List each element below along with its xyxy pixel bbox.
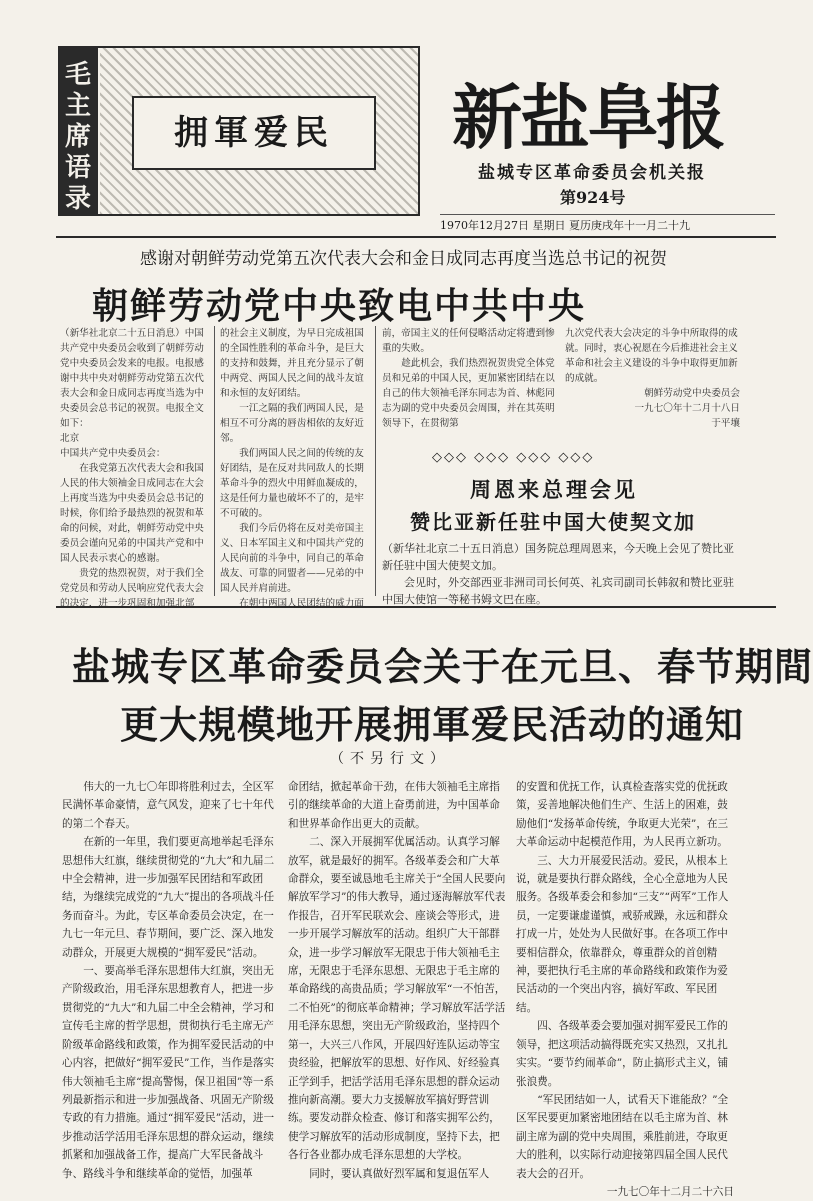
paragraph: 四、各级革委会要加强对拥军爱民工作的领导，把这项活动搞得既充实又热烈，又扎扎实实。“要节约闹革命”，防止搞形式主义，铺张浪费。 <box>516 1020 729 1088</box>
paragraph: 的安置和优抚工作，认真检查落实党的优抚政策，妥善地解决他们生产、生活上的困难，鼓励他们“发扬革命传统，争取更大光荣”，在三大革命运动中起模范作用，为人民再立新功。 <box>516 781 729 849</box>
paragraph: （新华社北京二十五日消息）国务院总理周恩来，今天晚上会见了赞比亚新任驻中国大使契文加。 <box>382 542 734 572</box>
notice-note: （不另行文） <box>330 751 450 767</box>
paragraph: （新华社北京二十五日消息）中国共产党中央委员会收到了朝鲜劳动党中央委员会发来的电报。电报感谢中共中央对朝鲜劳动党第五次代表大会和金日成同志再度当选为中央委员会总书记的祝贺。电报全文如下： <box>60 328 204 429</box>
issue-number: 第924号 <box>560 188 626 207</box>
paragraph: 前，帝国主义的任何侵略活动定将遭到惨重的失败。 <box>382 328 555 354</box>
lead-column-2 <box>220 326 370 609</box>
paragraph: 在朝中两国人民团结的威力面 <box>239 598 364 609</box>
section-ornament: ◇◇◇ ◇◇◇ ◇◇◇ ◇◇◇ <box>432 450 595 465</box>
notice-headline-2: 更大規模地开展拥軍爱民活动的通知 <box>120 702 745 747</box>
paragraph: 同时，要认真做好烈军属和复退伍军人 <box>309 1167 490 1180</box>
lead-column-1 <box>60 326 210 609</box>
notice-headline-1: 盐城专区革命委员会关于在元旦、春节期間 <box>72 644 813 689</box>
paragraph: “军民团结如一人，试看天下谁能敌？”全区军民要更加紧密地团结在以毛主席为首、林副主席为副的党中央周围，乘胜前进，夺取更大的胜利，以实际行动迎接第四届全国人民代表大会的召开。 <box>516 1093 729 1180</box>
paragraph: 一、要高举毛泽东思想伟大红旗，突出无产阶级政治，用毛泽东思想教育人，把进一步贯彻党的“九大”和九届二中全会精神，学习和宣传毛主席的哲学思想，贯彻执行毛主席无产阶级革命路线和政策，作为拥军爱民活动的中心内容，把做好“拥军爱民”工作，当作是落实伟大领袖毛主席“提高警惕，保卫祖国”等一系列最新指示和进一步加强战备、巩固无产阶级专政的有力措施。通过“拥军爱民”活动，进一步推动活学活用毛泽东思想的群众运动，继续抓紧和加强战备工作，提高广大军民备战斗争、路线斗争和继续革命的觉悟，加强革 <box>62 965 275 1180</box>
notice-column-1 <box>62 778 282 1180</box>
column-rule <box>375 326 376 596</box>
paragraph: 三、大力开展爱民活动。爱民，从根本上说，就是要执行群众路线，全心全意地为人民服务。各级革委会和参加“三支”“两军”工作人员，一定要谦虚谨慎，戒骄戒躁，永远和群众打成一片，处处为人民做好事。在各项工作中要相信群众，依靠群众，尊重群众的首创精神，要把执行毛主席的革命路线和政策作为爱民活动的一个突出内容，搞好军政、军民团结。 <box>516 854 729 1014</box>
paragraph: 的社会主义制度，为早日完成祖国的全国性胜利的革命斗争，是巨大的支持和鼓舞，并且充分显示了朝中两党、两国人民之间的战斗友谊和永恒的友好团结。 <box>220 328 364 399</box>
lead-kicker: 感谢对朝鲜劳动党第五次代表大会和金日成同志再度当选总书记的祝贺 <box>140 249 667 269</box>
notice-date: 一九七〇年十二月二十六日 <box>606 1185 734 1198</box>
notice-column-3 <box>516 778 734 1198</box>
notice-column-2 <box>288 778 510 1180</box>
paragraph: 在新的一年里，我们要更高地举起毛泽东思想伟大红旗，继续贯彻党的“九大”和九届二中全会精神，进一步加强军民团结和军政团结，为继续完成党的“九大”提出的各项战斗任务而奋斗。为此，专区革命委员会决定，在一九七一年元旦、春节期间，要广泛、深入地发动群众，开展更大规模的“拥军爱民”活动。 <box>62 836 275 959</box>
zhou-body <box>382 540 742 606</box>
paragraph: 在我党第五次代表大会和我国人民的伟大领袖金日成同志在大会上再度当选为中央委员会总书记的时候，你们给予最热烈的祝贺和革命的问候，对此，朝鲜劳动党中央委员会谨向兄弟的中国共产党和中国人民表示衷心的感谢。 <box>60 463 204 564</box>
lead-column-3 <box>382 326 557 431</box>
paragraph: 趁此机会，我们热烈祝贺贵党全体党员和兄弟的中国人民，更加紧密团结在以自己的伟大领袖毛泽东同志为首、林彪同志为副的党中央委员会周围，并在其英明领导下，在贯彻第 <box>382 358 555 429</box>
paragraph: 会见时，外交部西亚非洲司司长何英、礼宾司副司长韩叙和赞比亚驻中国大使馆一等秘书姆文巴在座。 <box>382 576 734 606</box>
slogan-box: 拥軍爱民 <box>132 96 376 170</box>
paragraph: 北京 <box>60 433 80 444</box>
paragraph: 一江之隔的我们两国人民，是相互不可分离的唇齿相依的友好近邻。 <box>220 403 364 444</box>
paragraph: 命团结，掀起革命干劲，在伟大领袖毛主席指引的继续革命的大道上奋勇前进，为中国革命和世界革命作出更大的贡献。 <box>288 781 500 830</box>
paragraph: 我们今后仍将在反对美帝国主义、日本军国主义和中国共产党的人民向前的斗争中，同自己的革命战友、可靠的同盟者——兄弟的中国人民并肩前进。 <box>220 523 364 594</box>
paragraph: 伟大的一九七〇年即将胜利过去，全区军民满怀革命豪情，意气风发，迎来了七十年代的第二个春天。 <box>62 781 274 830</box>
column-rule <box>214 326 215 596</box>
signature-org: 朝鲜劳动党中央委员会 <box>644 388 740 399</box>
newspaper-subtitle: 盐城专区革命委员会机关报 <box>478 163 706 183</box>
paragraph: 贵党的热烈祝贺，对于我们全党党员和劳动人民响应党代表大会的决定，进一步巩固和加强北部 <box>60 568 204 609</box>
lead-column-4 <box>565 326 740 431</box>
paragraph: 二、深入开展拥军优属活动。认真学习解放军，就是最好的拥军。各级革委会和广大革命群众，要至诚恳地毛主席关于“全国人民要向解放军学习”的伟大教导，通过逐海解放军代表作报告，召开军民联欢会、座谈会等形式，进一步开展学习解放军的活动。组织广大干部群众，进一步学习解放军无限忠于伟大领袖毛主席，无限忠于毛泽东思想、无限忠于毛主席的革命路线的高贵品质；学习解放军“一不怕苦，二不怕死”的彻底革命精神；学习解放军活学活用毛泽东思想，突出无产阶级政治，坚持四个第一，大兴三八作风，开展四好连队运动等宝贵经验，把解放军的思想、好作风、好经验真正学到手，把活学活用毛泽东思想的群众运动推向新高潮。要大力支援解放军搞好野营训练。要发动群众检查、修订和落实拥军公约，使学习解放军的活动形成制度，坚持下去，把各行各业都办成毛泽东思想的大学校。 <box>288 836 506 1162</box>
zhou-headline-2: 赞比亚新任驻中国大使契文加 <box>410 510 696 534</box>
paragraph: 我们两国人民之间的传统的友好团结，是在反对共同敌人的长期革命斗争的烈火中用鲜血凝成的，这是任何力量也破坏不了的，是牢不可破的。 <box>220 448 364 519</box>
signature-city: 于平壤 <box>711 418 740 429</box>
zhou-headline-1: 周恩来总理会见 <box>470 477 638 502</box>
section-rule <box>56 606 776 608</box>
quotation-label: 毛主席语录 <box>58 46 98 216</box>
masthead-rule <box>56 236 776 238</box>
signature-date: 一九七〇年十二月十八日 <box>634 403 740 414</box>
newspaper-title: 新盐阜报 <box>452 76 724 159</box>
lead-headline: 朝鲜劳动党中央致电中共中央 <box>92 285 587 327</box>
paragraph: 中国共产党中央委员会： <box>60 448 166 459</box>
paragraph: 九次党代表大会决定的斗争中所取得的成就。同时，衷心祝愿在今后推进社会主义革命和社会主义建设的斗争中取得更加新的成就。 <box>565 328 738 384</box>
dateline: 1970年12月27日 星期日 夏历庚戌年十一月二十九 <box>440 214 775 233</box>
